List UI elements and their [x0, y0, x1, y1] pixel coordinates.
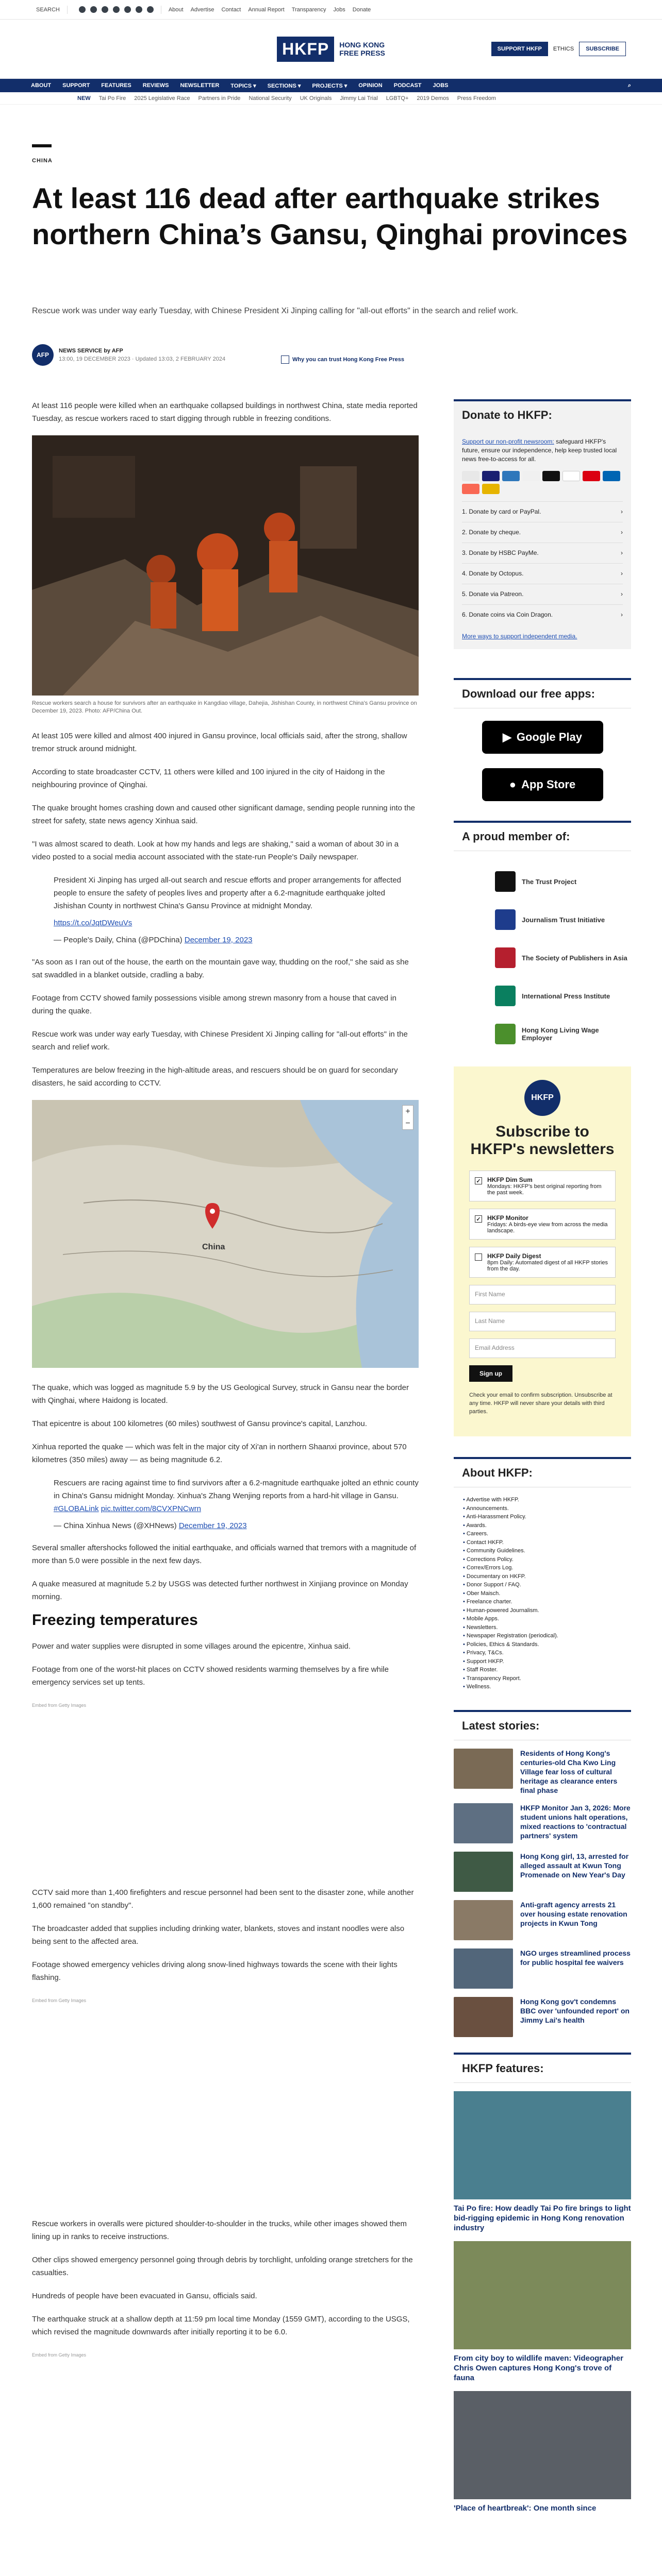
nav-item-newsletter[interactable]: NEWSLETTER: [180, 82, 220, 89]
lead-photo: [32, 435, 419, 696]
about-link[interactable]: • Corrections Policy.: [463, 1555, 631, 1564]
google-play-label: Google Play: [516, 731, 583, 743]
feature-story[interactable]: [454, 2241, 631, 2383]
about-link[interactable]: • Freelance charter.: [463, 1598, 631, 1606]
tweet-text: President Xi Jinping has urged all-out search and rescue efforts and proper arrangements for affected people to ensure the safety of peoples lives and property after a 6.2-magnitude earthquake jolted Jishishan County in northwest China's Gansu Province at midnight Monday.: [54, 876, 402, 910]
getty-embed-label[interactable]: Embed from Getty Images: [32, 1703, 87, 1708]
paragraph: At least 105 were killed and almost 400 injured in Gansu province, local officials said, after the strong, shallow tremor struck around midnight.: [32, 732, 407, 753]
about-link[interactable]: • Privacy, T&Cs.: [463, 1649, 631, 1657]
trust-label: Why you can trust Hong Kong Free Press: [292, 357, 404, 363]
new-badge: NEW: [77, 95, 91, 101]
paragraph: According to state broadcaster CCTV, 11 others were killed and 100 injured in the city of Haidong in the neighbouring province of Qinghai.: [32, 768, 385, 789]
paragraph: Other clips showed emergency personnel going through debris by torchlight, unfolding orange stretchers for the casualties.: [32, 2256, 413, 2277]
paragraph: Rescue workers in overalls were pictured shoulder-to-shoulder in the trucks, while other images showed them lining up in ranks to receive instructions.: [32, 2219, 407, 2241]
app-store-button[interactable]: [482, 768, 603, 801]
getty-embed-label[interactable]: Embed from Getty Images: [32, 2352, 87, 2358]
member-logo[interactable]: [454, 901, 631, 939]
trust-icon: [281, 355, 289, 364]
features-section: [454, 2053, 631, 2513]
trending-link[interactable]: Jimmy Lai Trial: [340, 95, 378, 101]
feature-photo[interactable]: [454, 2091, 631, 2199]
rescue-photo-illustration: [32, 435, 419, 696]
article-standfirst: Rescue work was under way early Tuesday, with Chinese President Xi Jinping calling for "all-out efforts" in the search and relief work.: [32, 307, 518, 315]
checkbox[interactable]: ✓: [475, 1215, 482, 1223]
mastercard-icon: [462, 471, 479, 481]
avatar: AFP: [32, 344, 54, 366]
paragraph: A quake measured at magnitude 5.2 by USGS was detected further northwest in Xinjiang province on Monday morning.: [32, 1580, 408, 1601]
member-name: The Society of Publishers in Asia: [522, 954, 627, 962]
trending-link[interactable]: LGBTQ+: [386, 95, 409, 101]
newsletter-option[interactable]: [469, 1209, 616, 1240]
youtube-icon[interactable]: [124, 6, 131, 13]
chevron-right-icon: ›: [621, 570, 623, 577]
story-title[interactable]: Residents of Hong Kong's centuries-old Cha Kwo Ling Village fear loss of cultural heritage as clearance enters final phase: [520, 1749, 618, 1794]
about-link[interactable]: • Documentary on HKFP.: [463, 1572, 631, 1581]
option-desc: 8pm Daily: Automated digest of all HKFP stories from the day.: [487, 1260, 608, 1272]
payment-logos: [462, 471, 623, 494]
divider: [67, 6, 68, 14]
first-name-field[interactable]: First Name: [469, 1285, 616, 1304]
tweet-date-link[interactable]: December 19, 2023: [184, 936, 253, 944]
newsletter-option[interactable]: [469, 1247, 616, 1278]
octopus-icon: [603, 471, 620, 481]
visa-icon: [482, 471, 500, 481]
chevron-right-icon: ›: [621, 529, 623, 536]
trending-link[interactable]: 2019 Demos: [417, 95, 449, 101]
story-title[interactable]: Anti-graft agency arrests 21 over housing estate renovation projects in Kwun Tong: [520, 1900, 627, 1927]
masthead: [0, 20, 662, 79]
tweet-text: Rescuers are racing against time to find survivors after a 6.2-magnitude earthquake jolted an ethnic county in China's Gansu midnight Monday. Xinhua's Zhang Wenjing reports from a hard-hit village in Gansu.: [54, 1479, 419, 1500]
about-link[interactable]: • Contact HKFP.: [463, 1538, 631, 1547]
topbar-link-advertise[interactable]: Advertise: [190, 6, 214, 13]
about-link[interactable]: • Staff Roster.: [463, 1666, 631, 1674]
about-link[interactable]: • Careers.: [463, 1530, 631, 1538]
newsletter-title: Subscribe to HKFP's newsletters: [470, 1123, 615, 1158]
paragraph: The broadcaster added that supplies including drinking water, blankets, stoves and instant noodles were also being sent to the affected area.: [32, 1924, 405, 1946]
apps-section: [454, 669, 631, 821]
feature-photo[interactable]: [454, 2391, 631, 2499]
donate-option[interactable]: [462, 501, 623, 522]
donate-option-label: 3. Donate by HSBC PayMe.: [462, 549, 539, 556]
nav-item-podcast[interactable]: PODCAST: [393, 82, 422, 89]
latest-story[interactable]: [454, 1997, 631, 2037]
coin-dragon-icon: [482, 484, 500, 494]
option-desc: Mondays: HKFP's best original reporting from the past week.: [487, 1183, 602, 1196]
logo-line1: HONG KONG: [339, 41, 385, 49]
paragraph: That epicentre is about 100 kilometres (60 miles) southwest of Gansu province's capital, Lanzhou.: [32, 1419, 367, 1428]
hashtag-link[interactable]: #GLOBALink: [54, 1504, 99, 1513]
story-title[interactable]: Hong Kong gov't condemns BBC over 'unfounded report' on Jimmy Lai's health: [520, 1997, 630, 2024]
about-link[interactable]: • Donor Support / FAQ.: [463, 1581, 631, 1589]
social-icons: [79, 6, 154, 13]
topbar-link-annual-report[interactable]: Annual Report: [248, 6, 285, 13]
story-thumbnail[interactable]: [454, 1749, 513, 1789]
category-rule: [32, 144, 52, 147]
app-store-label: App Store: [521, 778, 576, 791]
last-name-field[interactable]: Last Name: [469, 1312, 616, 1331]
living-wage-icon: [495, 1024, 516, 1044]
option-name: HKFP Monitor: [487, 1214, 528, 1222]
logo-mark: HKFP: [277, 37, 334, 62]
instagram-icon[interactable]: [102, 6, 108, 13]
donate-option[interactable]: [462, 604, 623, 625]
paragraph: The quake, which was logged as magnitude 5.9 by the US Geological Survey, struck in Gansu near the border with Qinghai, where Haidong is located.: [32, 1383, 409, 1405]
logo-line2: FREE PRESS: [339, 49, 385, 57]
nav-item-about[interactable]: ABOUT: [31, 82, 52, 89]
donate-text: safeguard HKFP's future, ensure our independence, help keep trusted local news free-to-access for all.: [462, 438, 617, 463]
hsbc-icon: [583, 471, 600, 481]
trending-link[interactable]: Press Freedom: [457, 95, 496, 101]
trust-link[interactable]: [281, 355, 404, 364]
latest-story[interactable]: [454, 1900, 631, 1940]
about-link[interactable]: • Advertise with HKFP.: [463, 1496, 631, 1504]
map-illustration: [32, 1100, 419, 1368]
about-link[interactable]: • Mobile Apps.: [463, 1615, 631, 1623]
story-title[interactable]: Hong Kong girl, 13, arrested for alleged assault at Kwun Tong Promenade on New Year's Day: [520, 1852, 629, 1879]
story-title[interactable]: NGO urges streamlined process for public hospital fee waivers: [520, 1948, 631, 1967]
signup-button[interactable]: Sign up: [469, 1365, 512, 1382]
nav-item-support[interactable]: SUPPORT: [62, 82, 90, 89]
feature-title[interactable]: From city boy to wildlife maven: Videographer Chris Owen captures Hong Kong's trove of fauna: [454, 2353, 623, 2382]
donate-option-label: 6. Donate coins via Coin Dragon.: [462, 611, 553, 618]
masthead-actions: [491, 42, 626, 56]
topbar-link-about[interactable]: About: [168, 6, 184, 13]
paragraph: Several smaller aftershocks followed the initial earthquake, and officials warned that tremors with a magnitude of more than 5.0 were possible in the next few days.: [32, 1544, 417, 1565]
location-map[interactable]: [32, 1100, 419, 1368]
member-name: International Press Institute: [522, 992, 610, 1000]
about-link[interactable]: • Correx/Errors Log.: [463, 1564, 631, 1572]
getty-embed: [32, 2011, 419, 2217]
subscribe-button[interactable]: SUBSCRIBE: [579, 42, 626, 56]
byline-author[interactable]: NEWS SERVICE by AFP: [59, 348, 123, 354]
sidebar: [454, 399, 631, 2521]
donate-option-label: 1. Donate by card or PayPal.: [462, 508, 541, 515]
topbar-link-donate[interactable]: Donate: [352, 6, 371, 13]
donate-box: [454, 429, 631, 649]
ethics-link[interactable]: ETHICS: [553, 46, 574, 52]
paragraph: "As soon as I ran out of the house, the earth on the mountain gave way, thudding on the roof," she said as she sat swaddled in a blanket outside, cradling a baby.: [32, 958, 409, 979]
features-heading: HKFP features:: [454, 2053, 631, 2083]
photo-caption: Rescue workers search a house for survivors after an earthquake in Kangdiao village, Dahejia, Jishishan County, in northwest China's Gansu province on December 19, 2023. Photo: AFP/China Out.: [32, 700, 417, 714]
tweet-date-link[interactable]: December 19, 2023: [178, 1521, 247, 1530]
about-link[interactable]: • Human-powered Journalism.: [463, 1606, 631, 1615]
topbar-link-jobs[interactable]: Jobs: [333, 6, 345, 13]
feature-story[interactable]: [454, 2391, 631, 2513]
donate-option[interactable]: [462, 522, 623, 543]
donate-option-label: 4. Donate by Octopus.: [462, 570, 524, 577]
trending-link[interactable]: 2025 Legislative Race: [134, 95, 190, 101]
nav-item-features[interactable]: FEATURES: [101, 82, 131, 89]
section-heading: Freezing temperatures: [32, 1612, 198, 1629]
feature-story[interactable]: [454, 2091, 631, 2233]
paragraph: "I was almost scared to death. Look at how my hands and legs are shaking," said a woman of about 30 in a video posted to a social media account associated with the state-run People's Daily newspaper.: [32, 840, 399, 861]
nav-item-reviews[interactable]: REVIEWS: [142, 82, 169, 89]
patreon-icon: [462, 484, 479, 494]
more-ways-link[interactable]: More ways to support independent media.: [462, 633, 577, 640]
newsletter-option[interactable]: [469, 1171, 616, 1201]
checkbox[interactable]: ✓: [475, 1177, 482, 1184]
amex-icon: [502, 471, 520, 481]
latest-story[interactable]: [454, 1803, 631, 1843]
about-link[interactable]: • Support HKFP.: [463, 1657, 631, 1666]
donate-option-label: 2. Donate by cheque.: [462, 529, 521, 536]
story-thumbnail[interactable]: [454, 1852, 513, 1892]
about-link[interactable]: • Transparency Report.: [463, 1674, 631, 1683]
paragraph: The earthquake struck at a shallow depth at 11:59 pm local time Monday (1559 GMT), according to the USGS, which revised the magnitude downwards after initially reporting it to be 6.0.: [32, 2315, 410, 2336]
about-section: [454, 1457, 631, 1691]
x-icon[interactable]: [90, 6, 97, 13]
trending-link[interactable]: Tai Po Fire: [98, 95, 126, 101]
about-link[interactable]: • Ober Maisch.: [463, 1589, 631, 1598]
about-link[interactable]: • Wellness.: [463, 1683, 631, 1691]
story-thumbnail[interactable]: [454, 1900, 513, 1940]
byline-dates: 13:00, 19 DECEMBER 2023 · Updated 13:03, 2 FEBRUARY 2024: [59, 356, 226, 362]
option-desc: Fridays: A birds-eye view from across the media landscape.: [487, 1222, 608, 1234]
trust-project-icon: [495, 871, 516, 892]
threads-icon[interactable]: [113, 6, 120, 13]
member-name: Journalism Trust Initiative: [522, 916, 605, 924]
play-icon: ▶: [502, 731, 511, 743]
topbar-link-transparency[interactable]: Transparency: [291, 6, 326, 13]
member-logo[interactable]: [454, 977, 631, 1015]
rss-icon[interactable]: [147, 6, 154, 13]
newsletter-logo: HKFP: [524, 1080, 560, 1116]
about-link[interactable]: • Announcements.: [463, 1504, 631, 1513]
feature-title[interactable]: 'Place of heartbreak': One month since: [454, 2503, 597, 2513]
chevron-right-icon: ›: [621, 611, 623, 618]
hkfp-logo[interactable]: [277, 37, 385, 62]
newsletter-note: Check your email to confirm subscription. Unsubscribe at any time. HKFP will never share your details with third parties.: [469, 1392, 613, 1415]
support-button[interactable]: SUPPORT HKFP: [491, 42, 548, 56]
apps-heading: Download our free apps:: [454, 678, 631, 708]
tweet-cite: — China Xinhua News (@XHNews): [54, 1521, 177, 1530]
tweet-link[interactable]: https://t.co/JqtDWeuVs: [54, 919, 133, 927]
latest-story[interactable]: [454, 1852, 631, 1892]
byline: [32, 344, 225, 366]
donate-link[interactable]: Support our non-profit newsroom:: [462, 438, 554, 445]
donate-option[interactable]: [462, 543, 623, 563]
option-name: HKFP Daily Digest: [487, 1252, 541, 1260]
donate-option[interactable]: [462, 563, 623, 584]
facebook-icon[interactable]: [79, 6, 86, 13]
member-heading: A proud member of:: [454, 821, 631, 851]
logo-text: [339, 41, 385, 57]
email-field[interactable]: Email Address: [469, 1338, 616, 1358]
member-logo[interactable]: [454, 1015, 631, 1053]
paragraph: Xinhua reported the quake — which was felt in the major city of Xi'an in northern Shaanxi province, about 570 kilometres (350 miles) away — as being magnitude 6.2.: [32, 1443, 407, 1464]
paragraph: Footage from one of the worst-hit places on CCTV showed residents warming themselves by a fire while emergency services set up tents.: [32, 1665, 389, 1687]
story-thumbnail[interactable]: [454, 1948, 513, 1989]
option-name: HKFP Dim Sum: [487, 1176, 533, 1183]
donate-option-label: 5. Donate via Patreon.: [462, 590, 524, 598]
story-thumbnail[interactable]: [454, 1803, 513, 1843]
about-link[interactable]: • Newspaper Registration (periodical).: [463, 1632, 631, 1640]
tweet-cite: — People's Daily, China (@PDChina): [54, 936, 183, 944]
chevron-right-icon: ›: [621, 508, 623, 515]
getty-embed-label[interactable]: Embed from Getty Images: [32, 1998, 87, 2003]
paragraph: Footage showed emergency vehicles driving along snow-lined highways towards the scene with their lights flashing.: [32, 1960, 398, 1982]
apple-pay-icon: [542, 471, 560, 481]
apple-icon: ●: [509, 778, 517, 791]
feature-title[interactable]: Tai Po fire: How deadly Tai Po fire brings to light bid-rigging epidemic in Hong Kong renovation industry: [454, 2204, 631, 2232]
embedded-tweet: [32, 1477, 419, 1532]
article-body: [32, 399, 419, 2366]
getty-embed: [32, 1716, 419, 1886]
nav-item-sections[interactable]: SECTIONS ▾: [267, 82, 301, 89]
nav-item-topics[interactable]: TOPICS ▾: [230, 82, 256, 89]
member-name: Hong Kong Living Wage Employer: [521, 1026, 599, 1042]
member-name: The Trust Project: [522, 877, 577, 886]
search-link[interactable]: SEARCH: [36, 6, 60, 13]
google-play-button[interactable]: [482, 721, 603, 754]
features-list: [454, 2091, 631, 2513]
nav-item-projects[interactable]: PROJECTS ▾: [312, 82, 347, 89]
paypal-icon: [522, 471, 540, 481]
topbar-link-contact[interactable]: Contact: [221, 6, 241, 13]
category-label[interactable]: CHINA: [32, 158, 53, 164]
paragraph: The quake brought homes crashing down and caused other significant damage, sending people running into the street for safety, state news agency Xinhua said.: [32, 804, 416, 825]
about-link[interactable]: • Community Guidelines.: [463, 1547, 631, 1555]
about-link[interactable]: • Newsletters.: [463, 1623, 631, 1632]
about-heading: About HKFP:: [454, 1457, 631, 1487]
nav-item-jobs[interactable]: JOBS: [433, 82, 449, 89]
latest-story[interactable]: [454, 1749, 631, 1795]
nav-item-opinion[interactable]: OPINION: [358, 82, 383, 89]
top-bar: [0, 0, 662, 20]
trending-link[interactable]: National Security: [249, 95, 292, 101]
paragraph: At least 116 people were killed when an earthquake collapsed buildings in northwest China, state media reported Tuesday, as rescue workers raced to start digging through rubble in freezing conditions.: [32, 401, 418, 423]
ipi-icon: [495, 986, 516, 1006]
member-logo[interactable]: [454, 939, 631, 977]
map-label: China: [202, 1243, 225, 1251]
story-thumbnail[interactable]: [454, 1997, 513, 2037]
about-list: [454, 1496, 631, 1691]
feature-photo[interactable]: [454, 2241, 631, 2349]
paragraph: Footage from CCTV showed family possessions visible among strewn masonry from a house that caved in during the quake.: [32, 994, 396, 1015]
paragraph: Rescue work was under way early Tuesday, with Chinese President Xi Jinping calling for "all-out efforts" in the search and relief work.: [32, 1030, 408, 1052]
chevron-right-icon: ›: [621, 590, 623, 598]
paragraph: Hundreds of people have been evacuated in Gansu, officials said.: [32, 2292, 257, 2300]
donate-option[interactable]: [462, 584, 623, 604]
paragraph: Temperatures are below freezing in the high-altitude areas, and rescuers should be on guard for secondary disasters, he said according to CCTV.: [32, 1066, 398, 1088]
article-title: At least 116 dead after earthquake strikes northern China’s Gansu, Qinghai provinces: [32, 182, 628, 250]
about-link[interactable]: • Awards.: [463, 1521, 631, 1530]
paragraph: Power and water supplies were disrupted in some villages around the epicentre, Xinhua said.: [32, 1642, 351, 1651]
about-link[interactable]: • Anti-Harassment Policy.: [463, 1513, 631, 1521]
chevron-right-icon: ›: [621, 549, 623, 556]
trending-bar: [0, 92, 662, 105]
newsletter-box: [454, 1066, 631, 1436]
latest-list: [454, 1749, 631, 2037]
about-link[interactable]: • Policies, Ethics & Standards.: [463, 1640, 631, 1649]
paragraph: CCTV said more than 1,400 firefighters and rescue personnel had been sent to the disaster zone, while another 1,600 remained "on standby".: [32, 1888, 414, 1910]
trending-link[interactable]: Partners in Pride: [198, 95, 241, 101]
story-title[interactable]: HKFP Monitor Jan 3, 2026: More student unions halt operations, mixed reactions to 'contractual partners' system: [520, 1803, 631, 1840]
search-icon[interactable]: ⌕: [627, 82, 631, 89]
member-logo[interactable]: [454, 862, 631, 901]
trending-link[interactable]: UK Originals: [300, 95, 332, 101]
tweet-link[interactable]: pic.twitter.com/8CVXPNCwrn: [101, 1504, 201, 1513]
sopa-icon: [495, 947, 516, 968]
map-zoom-controls[interactable]: + −: [402, 1105, 413, 1130]
jti-icon: [495, 909, 516, 930]
latest-section: [454, 1710, 631, 2037]
member-section: [454, 821, 631, 1053]
google-pay-icon: [562, 471, 580, 481]
donate-heading: Donate to HKFP:: [454, 399, 631, 429]
main-nav: [0, 79, 662, 92]
embedded-tweet: [32, 874, 419, 946]
checkbox[interactable]: [475, 1253, 482, 1261]
latest-heading: Latest stories:: [454, 1710, 631, 1740]
linkedin-icon[interactable]: [136, 6, 142, 13]
latest-story[interactable]: [454, 1948, 631, 1989]
